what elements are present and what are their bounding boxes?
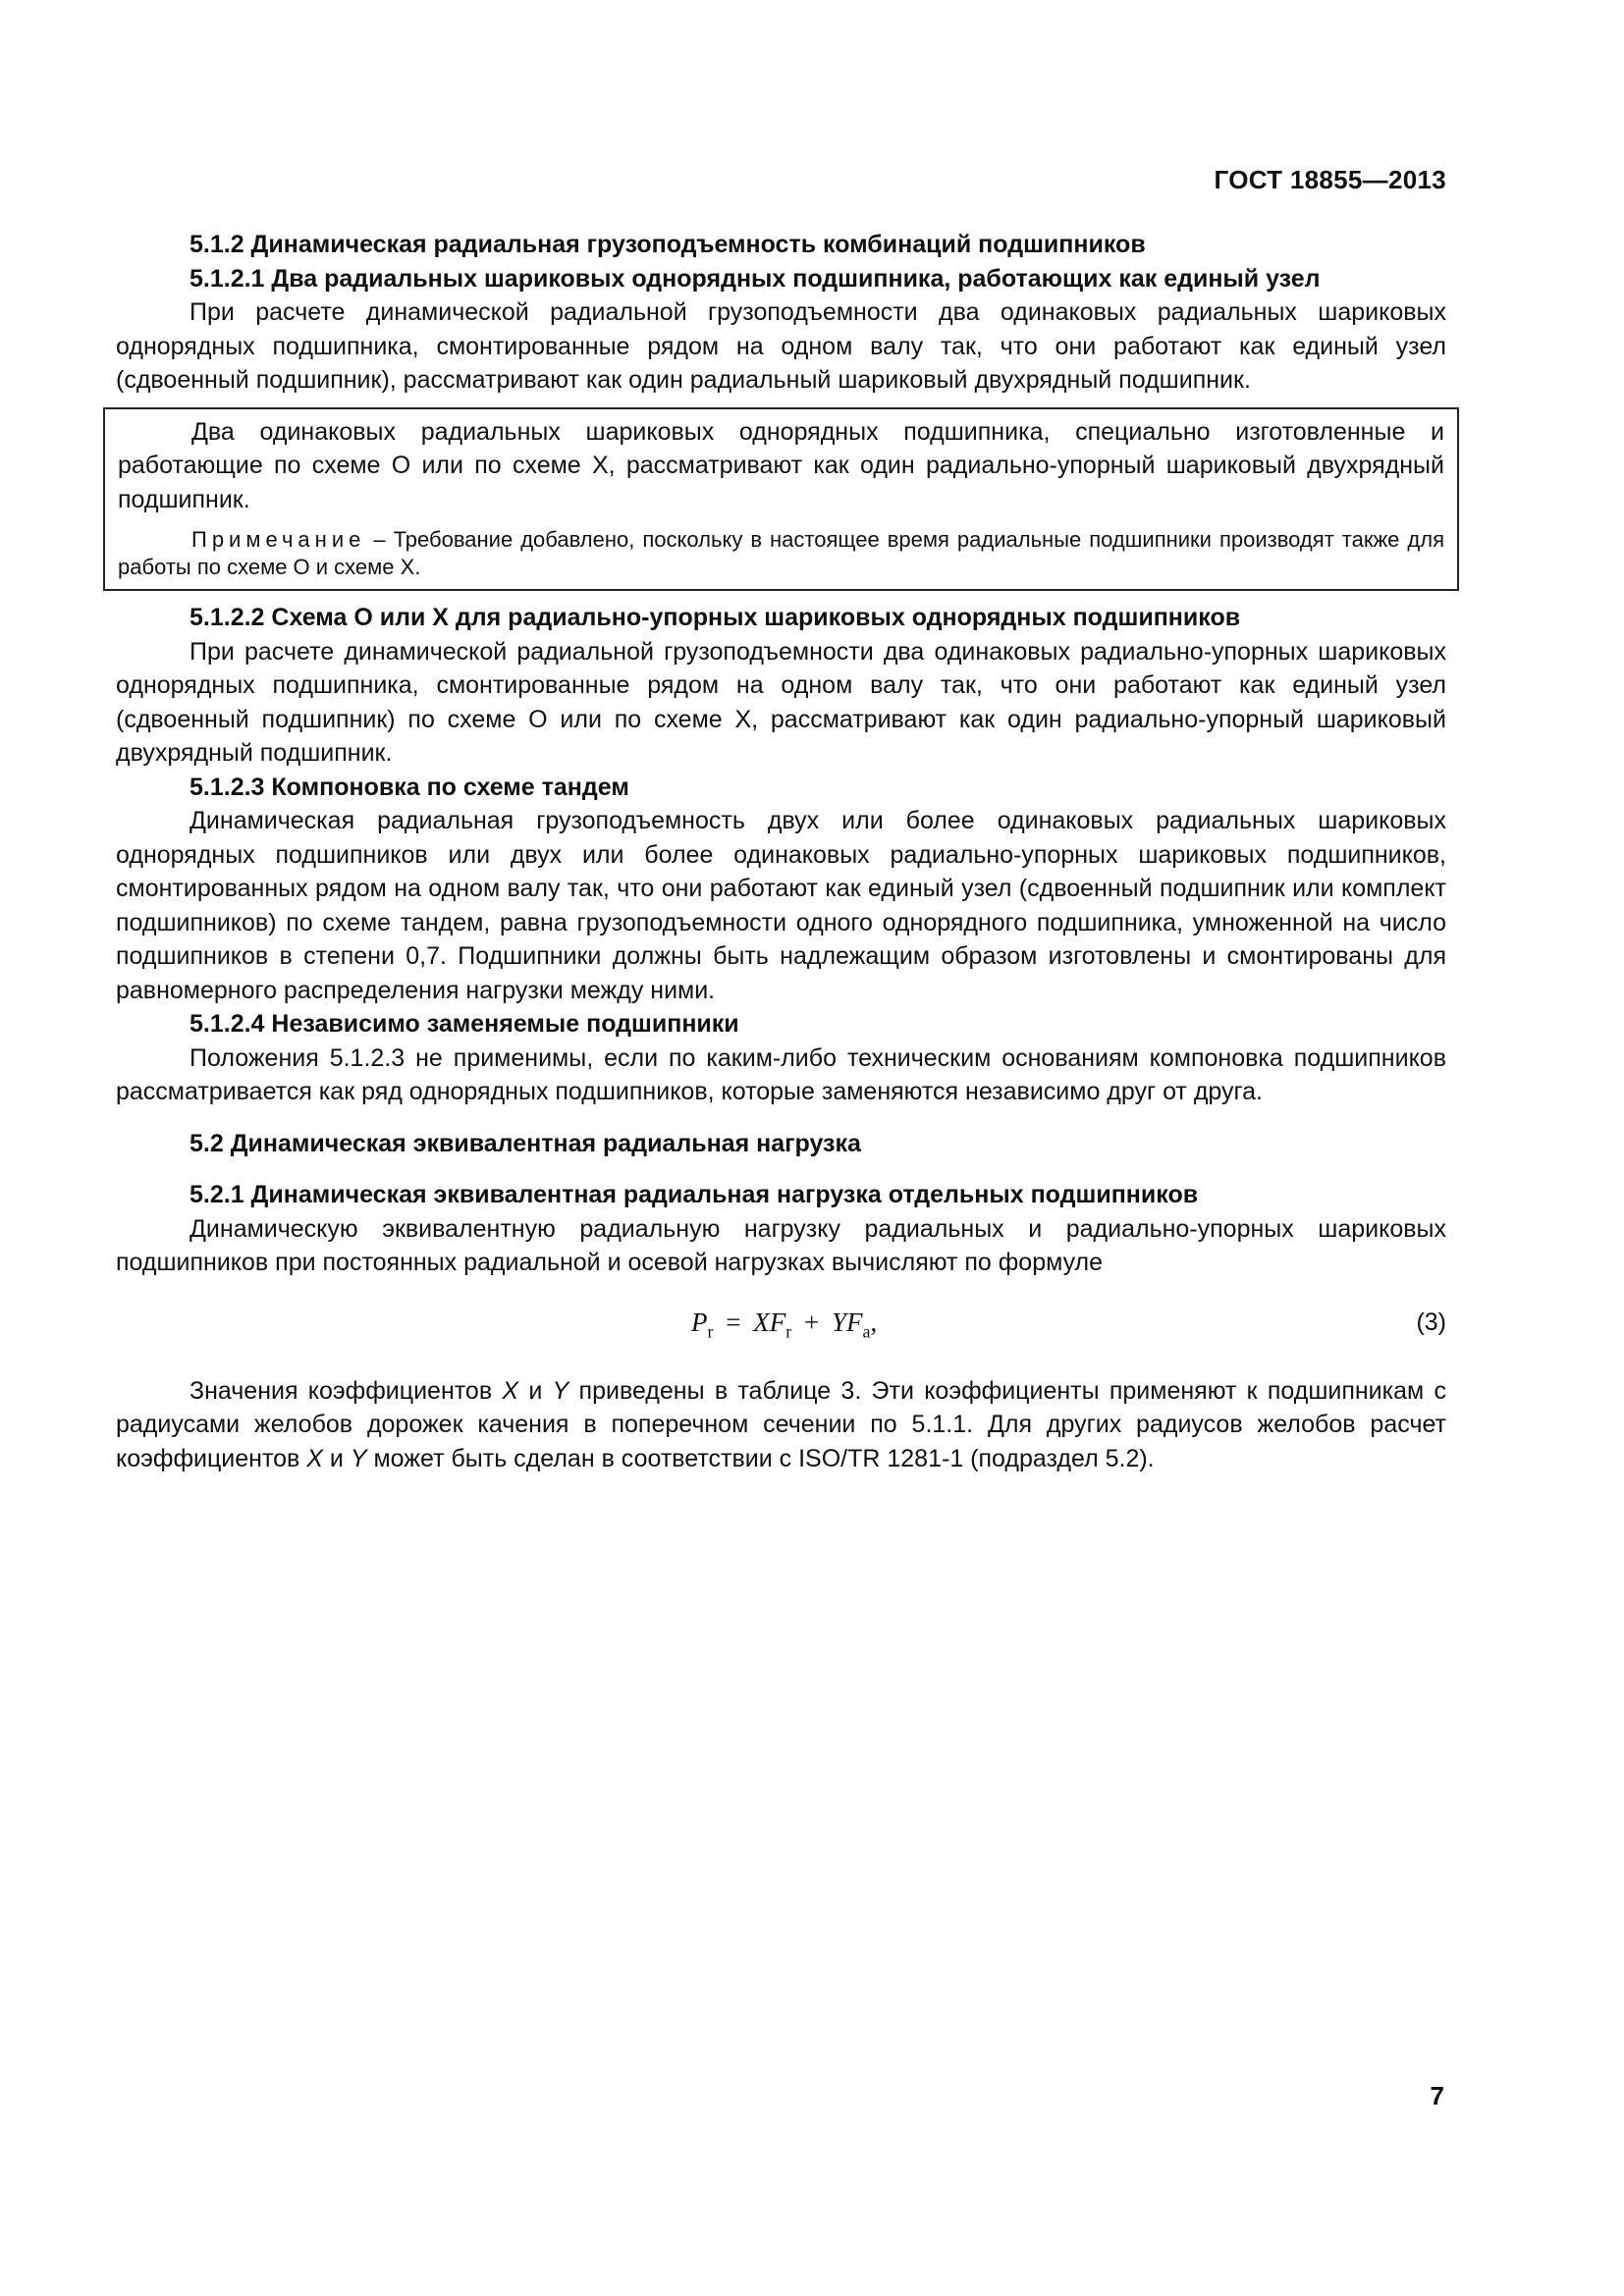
boxed-addition (103, 407, 1459, 592)
text-run: и (518, 1376, 553, 1405)
symbol-y: Y (350, 1444, 367, 1472)
formula-block (116, 1280, 1446, 1374)
heading-5-1-2-2: 5.1.2.2 Схема О или Х для радиально-упорных шариковых однорядных подшипников (189, 604, 1241, 631)
paragraph-5-2-1: Динамическую эквивалентную радиальную нагрузку радиальных и радиально-упорных шариковых подшипников при постоянных радиальной и осевой нагрузках вычисляют по формуле (116, 1214, 1446, 1276)
text-run: может быть сделан в соответствии с ISO/TR 1281-1 (подраздел 5.2). (366, 1444, 1155, 1472)
formula-p-sub: r (707, 1320, 714, 1341)
formula-y: Y (831, 1307, 846, 1337)
heading-5-1-2-3: 5.1.2.3 Компоновка по схеме тандем (189, 773, 629, 801)
formula-number: (3) (1416, 1308, 1446, 1336)
paragraph-coefficients (116, 1374, 1446, 1476)
formula-x: X (753, 1307, 770, 1337)
heading-5-2: 5.2 Динамическая эквивалентная радиальная нагрузка (189, 1129, 861, 1157)
formula-comma: , (870, 1307, 878, 1337)
note (118, 526, 1444, 581)
formula-plus: + (803, 1307, 820, 1337)
boxed-paragraph: Два одинаковых радиальных шариковых однорядных подшипника, специально изготовленные и работающие по схеме О или по схеме Х, рассматривают как один радиально-упорный шариковый двухрядный подшипник. (118, 417, 1444, 513)
note-label: Примечание (191, 527, 366, 552)
text-run: приведены в таблице 3. Эти коэффициенты применяют к подшипникам с радиусами желобов дорожек качения в поперечном сечении по 5.1.1. Для других радиусов желобов расчет коэффициентов (116, 1376, 1446, 1472)
formula (691, 1306, 877, 1349)
text-run: Значения коэффициентов (189, 1376, 503, 1405)
page-number: 7 (1430, 2081, 1444, 2110)
symbol-y: Y (552, 1376, 569, 1405)
formula-f1-sub: r (785, 1320, 792, 1341)
heading-5-1-2-1: 5.1.2.1 Два радиальных шариковых однорядных подшипника, работающих как единый узел (189, 264, 1321, 293)
note-text: – Требование добавлено, поскольку в настоящее время радиальные подшипники производят также для работы по схеме О и схеме Х. (118, 527, 1444, 579)
text-run: и (322, 1444, 351, 1472)
symbol-x: X (306, 1444, 323, 1472)
heading-5-2-1: 5.2.1 Динамическая эквивалентная радиальная нагрузка отдельных подшипников (189, 1181, 1199, 1208)
heading-5-1-2-4: 5.1.2.4 Независимо заменяемые подшипники (189, 1010, 739, 1038)
paragraph-5-1-2-2: При расчете динамической радиальной грузоподъемности два одинаковых радиально-упорных шариковых однорядных подшипника, смонтированные рядом на одном валу так, что они работают как единый узел (сдвоенный подшипник) по схеме О или по схеме Х, рассматривают как один радиально-упорный шариковый двухрядный подшипник. (116, 637, 1446, 767)
formula-f2-sub: a (862, 1320, 871, 1341)
heading-5-1-2: 5.1.2 Динамическая радиальная грузоподъемность комбинаций подшипников (189, 231, 1146, 258)
paragraph-5-1-2-3: Динамическая радиальная грузоподъемность двух или более одинаковых радиальных шариковых однорядных подшипников или двух или более одинаковых радиально-упорных шариковых подшипников, смонтированных рядом на одном валу так, что они работают как единый узел (сдвоенный подшипник или комплект подшипников) по схеме тандем, равна грузоподъемности одного однорядного подшипника, умноженной на число подшипников в степени 0,7. Подшипники должны быть надлежащим образом изготовлены и смонтированы для равномерного распределения нагрузки между ними. (116, 807, 1446, 1004)
page-content (116, 228, 1446, 1475)
paragraph-5-1-2-1: При расчете динамической радиальной грузоподъемности два одинаковых радиальных шариковых однорядных подшипника, смонтированные рядом на одном валу так, что они работают как единый узел (сдвоенный подшипник), рассматривают как один радиальный шариковый двухрядный подшипник. (116, 298, 1446, 394)
formula-f2: F (846, 1307, 863, 1337)
symbol-x: X (502, 1376, 519, 1405)
standard-designation: ГОСТ 18855—2013 (1214, 165, 1446, 194)
paragraph-5-1-2-4: Положения 5.1.2.3 не применимы, если по каким-либо техническим основаниям компоновка подшипников рассматривается как ряд однорядных подшипников, которые заменяются независимо друг от друга. (116, 1043, 1446, 1105)
formula-equals: = (726, 1307, 741, 1337)
formula-p: P (691, 1307, 708, 1337)
formula-f1: F (769, 1307, 786, 1337)
